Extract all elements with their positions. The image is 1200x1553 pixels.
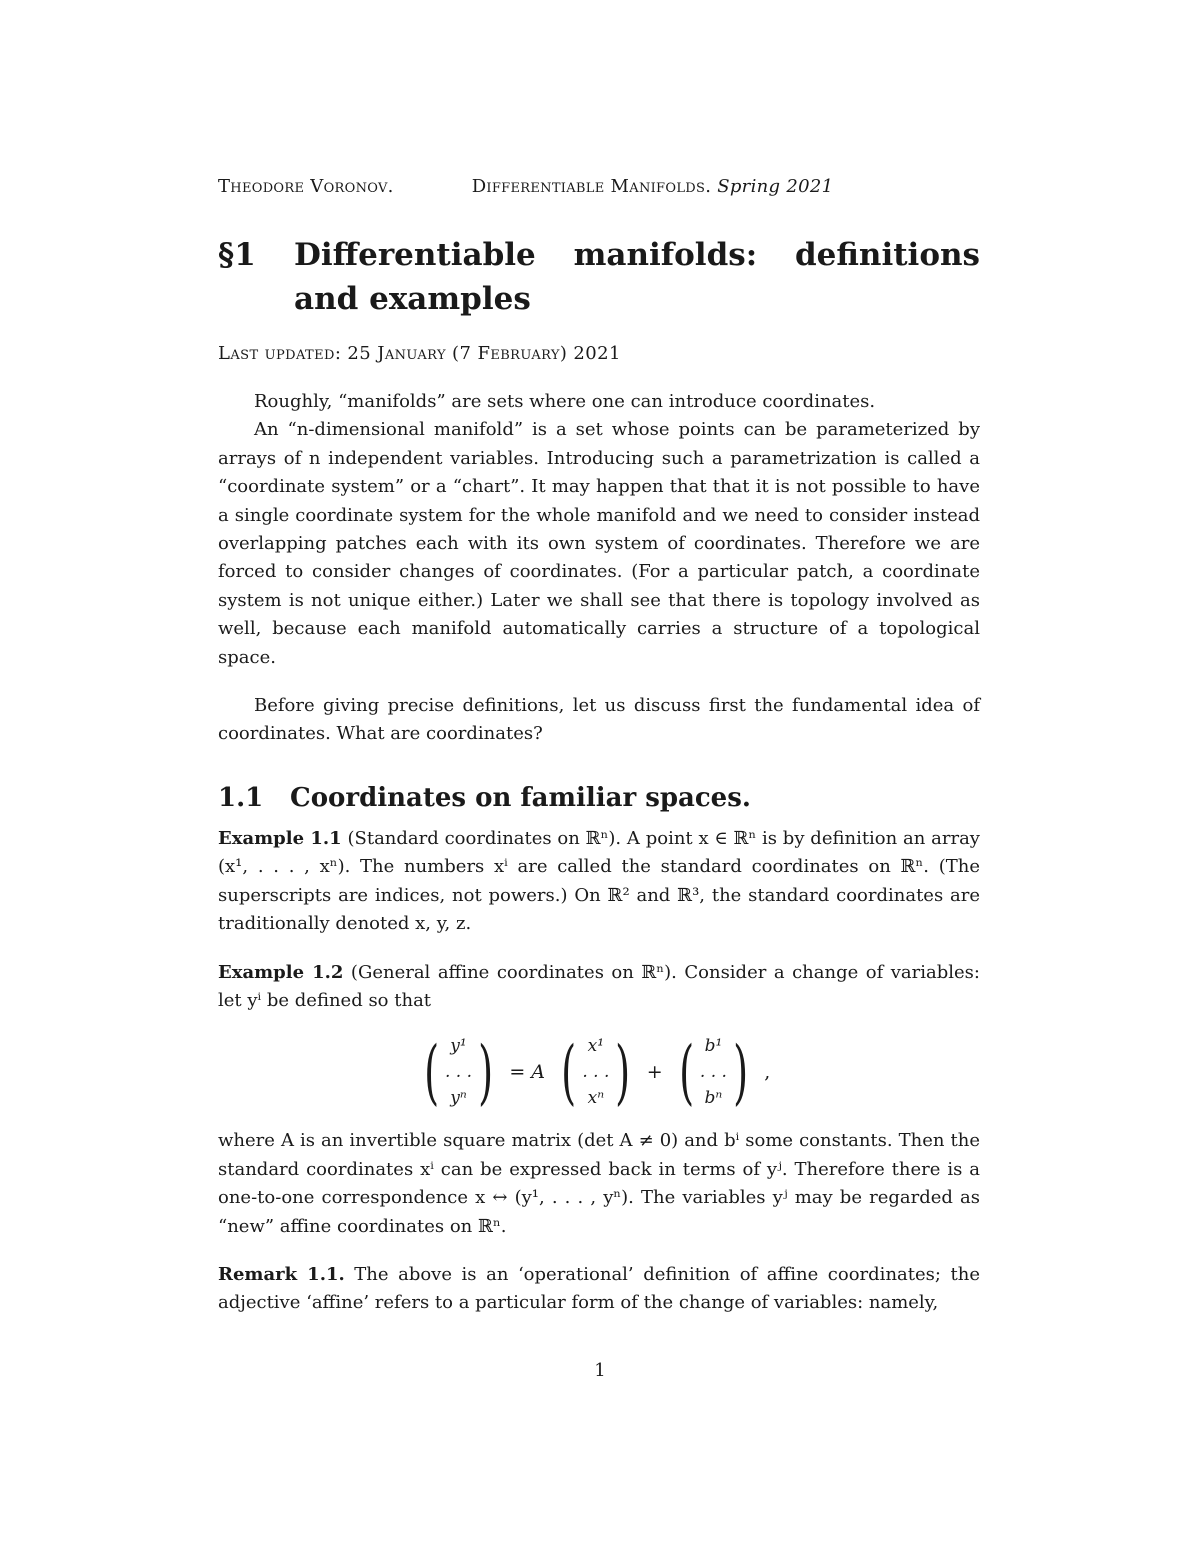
b-entry-n: bⁿ <box>704 1088 723 1109</box>
section-number: §1 <box>218 237 256 273</box>
equation-comma: , <box>764 1061 771 1084</box>
intro-paragraph-2: An “n-dimensional manifold” is a set whose points can be parameterized by arrays of n independent variables. Introducing such a parametrization is called a “coordinate system” or a “chart”. It may happen that that it is not possible to have a single coordinate system for the whole manifold and we need to consider instead overlapping patches each with its own system of coordinates. Therefore we are forced to consider changes of coordinates. (For a particular patch, a coordinate system is not unique either.) Later we shall see that there is topology involved as well, because each manifold automatically carries a structure of a topological space. <box>218 419 980 668</box>
remark-1-1-lead: Remark 1.1. <box>218 1263 345 1285</box>
intro-paragraph-3: Before giving precise definitions, let us discuss first the fundamental idea of coordinates. What are coordinates? <box>218 695 980 745</box>
course-title: Differentiable Manifolds. <box>471 176 712 197</box>
example-1-2 <box>218 959 980 1016</box>
section-heading <box>218 233 980 321</box>
b-vector: ( b¹ . . . bⁿ ) <box>678 1031 749 1114</box>
example-1-1 <box>218 825 980 939</box>
example-1-2-text: (General affine coordinates on ℝⁿ). Consider a change of variables: let yⁱ be defined so that <box>218 961 980 1011</box>
x-vector: ( x¹ . . . xⁿ ) <box>561 1031 631 1114</box>
subsection-heading <box>218 783 980 813</box>
document-page <box>218 176 980 1318</box>
example-1-2-lead: Example 1.2 <box>218 961 344 983</box>
section-title: Differentiable manifolds: definitions and examples <box>294 237 980 317</box>
y-entry-dots: . . . <box>445 1062 473 1083</box>
y-entry-n: yⁿ <box>450 1088 467 1109</box>
plus-sign: + <box>646 1061 663 1084</box>
subsection-title: Coordinates on familiar spaces. <box>290 782 751 813</box>
affine-change-equation <box>218 1031 980 1114</box>
author-name: Theodore Voronov. <box>218 176 394 197</box>
example-1-2-continuation: where A is an invertible square matrix (det A ≠ 0) and bⁱ some constants. Then the standard coordinates xⁱ can be expressed back in terms of yʲ. Therefore there is a one-to-one correspondence x ↔ (y¹, . . . , yⁿ). The variables yʲ may be regarded as “new” affine coordinates on ℝⁿ. <box>218 1130 980 1237</box>
b-entry-dots: . . . <box>699 1062 727 1083</box>
equals-a: = A <box>509 1061 546 1084</box>
running-header <box>218 176 980 197</box>
last-updated-line: Last updated: 25 January (7 February) 2021 <box>218 343 621 364</box>
y-entry-1: y¹ <box>450 1036 467 1057</box>
x-entry-n: xⁿ <box>587 1088 605 1109</box>
x-entry-dots: . . . <box>582 1062 610 1083</box>
example-1-1-text: (Standard coordinates on ℝⁿ). A point x ∈ ℝⁿ is by definition an array (x¹, . . . , xⁿ). The numbers xⁱ are called the standard coordinates on ℝⁿ. (The superscripts are indices, not powers.) On ℝ² and ℝ³, the standard coordinates are traditionally denoted x, y, z. <box>218 827 980 935</box>
remark-1-1 <box>218 1261 980 1318</box>
y-vector: ( y¹ . . . yⁿ ) <box>423 1031 494 1114</box>
term-label: Spring 2021 <box>717 176 834 197</box>
remark-1-1-text: The above is an ‘operational’ definition of affine coordinates; the adjective ‘affine’ refers to a particular form of the change of variables: namely, <box>218 1263 980 1314</box>
subsection-number: 1.1 <box>218 782 264 813</box>
b-entry-1: b¹ <box>704 1036 723 1057</box>
page-number: 1 <box>594 1360 606 1381</box>
intro-paragraph-1: Roughly, “manifolds” are sets where one can introduce coordinates. <box>254 391 876 412</box>
example-1-1-lead: Example 1.1 <box>218 827 342 849</box>
x-entry-1: x¹ <box>587 1036 605 1057</box>
